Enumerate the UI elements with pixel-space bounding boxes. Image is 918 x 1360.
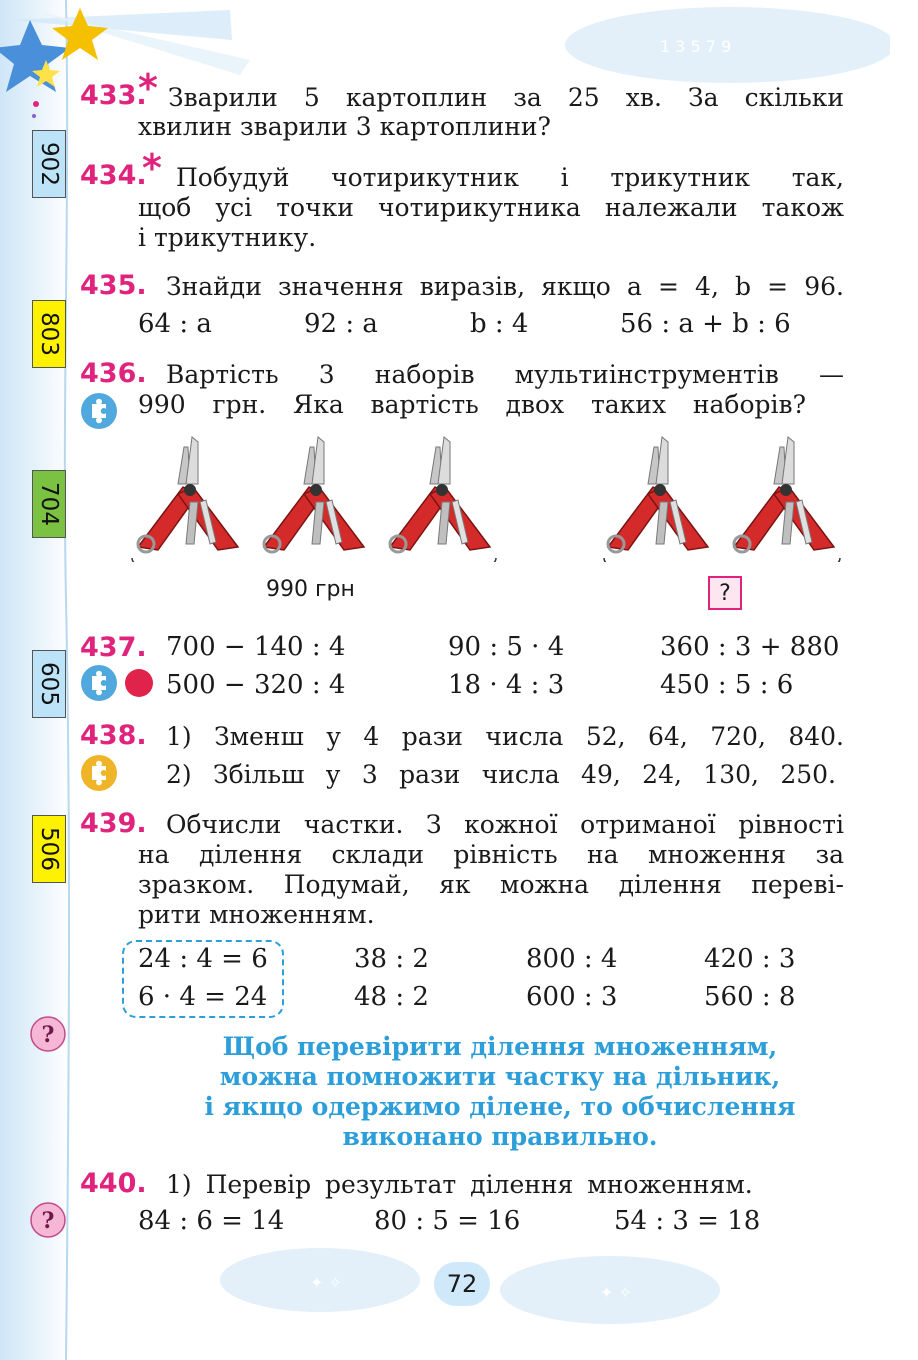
problem-440-text: 1) Перевір результат ділення множенням. bbox=[166, 1170, 753, 1199]
asterisk-icon: * bbox=[138, 66, 158, 110]
top-cloud-decoration bbox=[560, 0, 890, 90]
problem-440-number: 440. bbox=[80, 1168, 147, 1199]
problem-439-line-1: Обчисли частки. З кожної отриманої рівності bbox=[166, 810, 844, 839]
problem-433-line-2: хвилин зварили 3 картоплини? bbox=[138, 112, 551, 141]
rule-line-1: Щоб перевірити ділення множенням, bbox=[222, 1032, 778, 1061]
side-tab-803: 803 bbox=[32, 300, 66, 368]
problem-439-example-1: 24 : 4 = 6 bbox=[138, 944, 268, 974]
unknown-price-box: ? bbox=[708, 576, 742, 610]
problem-439-expr-5: 600 : 3 bbox=[526, 982, 618, 1012]
problem-437-expr-1: 700 − 140 : 4 bbox=[166, 632, 346, 662]
problem-435-number: 435. bbox=[80, 270, 147, 301]
problem-437-expr-5: 18 · 4 : 3 bbox=[448, 670, 565, 700]
problem-437-expr-4: 500 − 320 : 4 bbox=[166, 670, 346, 700]
problem-437-number: 437. bbox=[80, 632, 147, 663]
rule-line-3: і якщо одержимо ділене, то обчислення bbox=[204, 1092, 796, 1121]
problem-439-line-2: на ділення склади рівність на множення за bbox=[138, 840, 844, 869]
side-tab-902: 902 bbox=[32, 130, 66, 198]
svg-text:?: ? bbox=[41, 1208, 55, 1234]
problem-437-expr-6: 450 : 5 : 6 bbox=[660, 670, 794, 700]
rule-line-2: можна помножити частку на дільник, bbox=[219, 1062, 781, 1091]
problem-439-expr-1: 38 : 2 bbox=[354, 944, 429, 974]
question-icon bbox=[30, 1016, 66, 1052]
page-number: 72 bbox=[434, 1262, 490, 1306]
svg-text:✦ ✧: ✦ ✧ bbox=[600, 1283, 632, 1302]
problem-433-line-1: Зварили 5 картоплин за 25 хв. За скільки bbox=[168, 83, 844, 112]
problem-439-expr-4: 48 : 2 bbox=[354, 982, 429, 1012]
problem-439-expr-3: 420 : 3 bbox=[704, 944, 796, 974]
problem-435-expr-4: 56 : a + b : 6 bbox=[620, 309, 791, 339]
problem-438-line-2: 2) Збільш у 3 рази числа 49, 24, 130, 250. bbox=[166, 760, 836, 789]
puzzle-icon bbox=[80, 754, 118, 792]
svg-text:✦ ✧: ✦ ✧ bbox=[310, 1273, 342, 1292]
problem-440-expr-3: 54 : 3 = 18 bbox=[614, 1206, 761, 1236]
problem-439-line-3: зразком. Подумай, як можна ділення переві- bbox=[138, 870, 844, 899]
problem-439-number: 439. bbox=[80, 808, 147, 839]
cloud-digits: 1 3 5 7 9 bbox=[660, 37, 732, 56]
problem-438-number: 438. bbox=[80, 720, 147, 751]
red-dot-icon bbox=[124, 668, 154, 698]
rule-line-4: виконано правильно. bbox=[342, 1122, 658, 1151]
side-tab-704: 704 bbox=[32, 470, 66, 538]
problem-437-expr-3: 360 : 3 + 880 bbox=[660, 632, 840, 662]
problem-434-line-3: і трикутнику. bbox=[138, 223, 317, 252]
problem-438-line-1: 1) Зменш у 4 рази числа 52, 64, 720, 840. bbox=[166, 722, 844, 751]
problem-435-text: Знайди значення виразів, якщо a = 4, b = 96. bbox=[166, 272, 844, 301]
problem-439-line-4: рити множенням. bbox=[138, 900, 375, 929]
problem-436-number: 436. bbox=[80, 358, 147, 389]
question-icon bbox=[30, 1202, 66, 1238]
problem-434-number: 434. bbox=[80, 160, 147, 191]
puzzle-icon bbox=[80, 392, 118, 430]
problem-440-expr-2: 80 : 5 = 16 bbox=[374, 1206, 521, 1236]
problem-439-expr-2: 800 : 4 bbox=[526, 944, 618, 974]
problem-439-example-2: 6 · 4 = 24 bbox=[138, 982, 268, 1012]
problem-434-line-2: щоб усі точки чотирикутника належали також bbox=[138, 193, 844, 222]
problem-435-expr-3: b : 4 bbox=[470, 309, 529, 339]
problem-440-expr-1: 84 : 6 = 14 bbox=[138, 1206, 285, 1236]
problem-439-expr-6: 560 : 8 bbox=[704, 982, 796, 1012]
problem-435-expr-2: 92 : a bbox=[304, 309, 378, 339]
problem-436-line-2: 990 грн. Яка вартість двох таких наборів? bbox=[138, 390, 806, 419]
problem-436-line-1: Вартість 3 наборів мультиінструментів — bbox=[166, 360, 844, 389]
price-label: 990 грн bbox=[266, 577, 355, 602]
side-tab-605: 605 bbox=[32, 650, 66, 718]
problem-433-number: 433. bbox=[80, 80, 147, 111]
multitool-illustrations bbox=[128, 432, 848, 562]
problem-435-expr-1: 64 : a bbox=[138, 309, 212, 339]
side-tab-506: 506 bbox=[32, 815, 66, 883]
asterisk-icon: * bbox=[142, 146, 162, 190]
svg-text:?: ? bbox=[41, 1022, 55, 1048]
problem-437-expr-2: 90 : 5 · 4 bbox=[448, 632, 565, 662]
puzzle-icon bbox=[80, 664, 118, 702]
problem-434-line-1: Побудуй чотирикутник і трикутник так, bbox=[176, 163, 844, 192]
